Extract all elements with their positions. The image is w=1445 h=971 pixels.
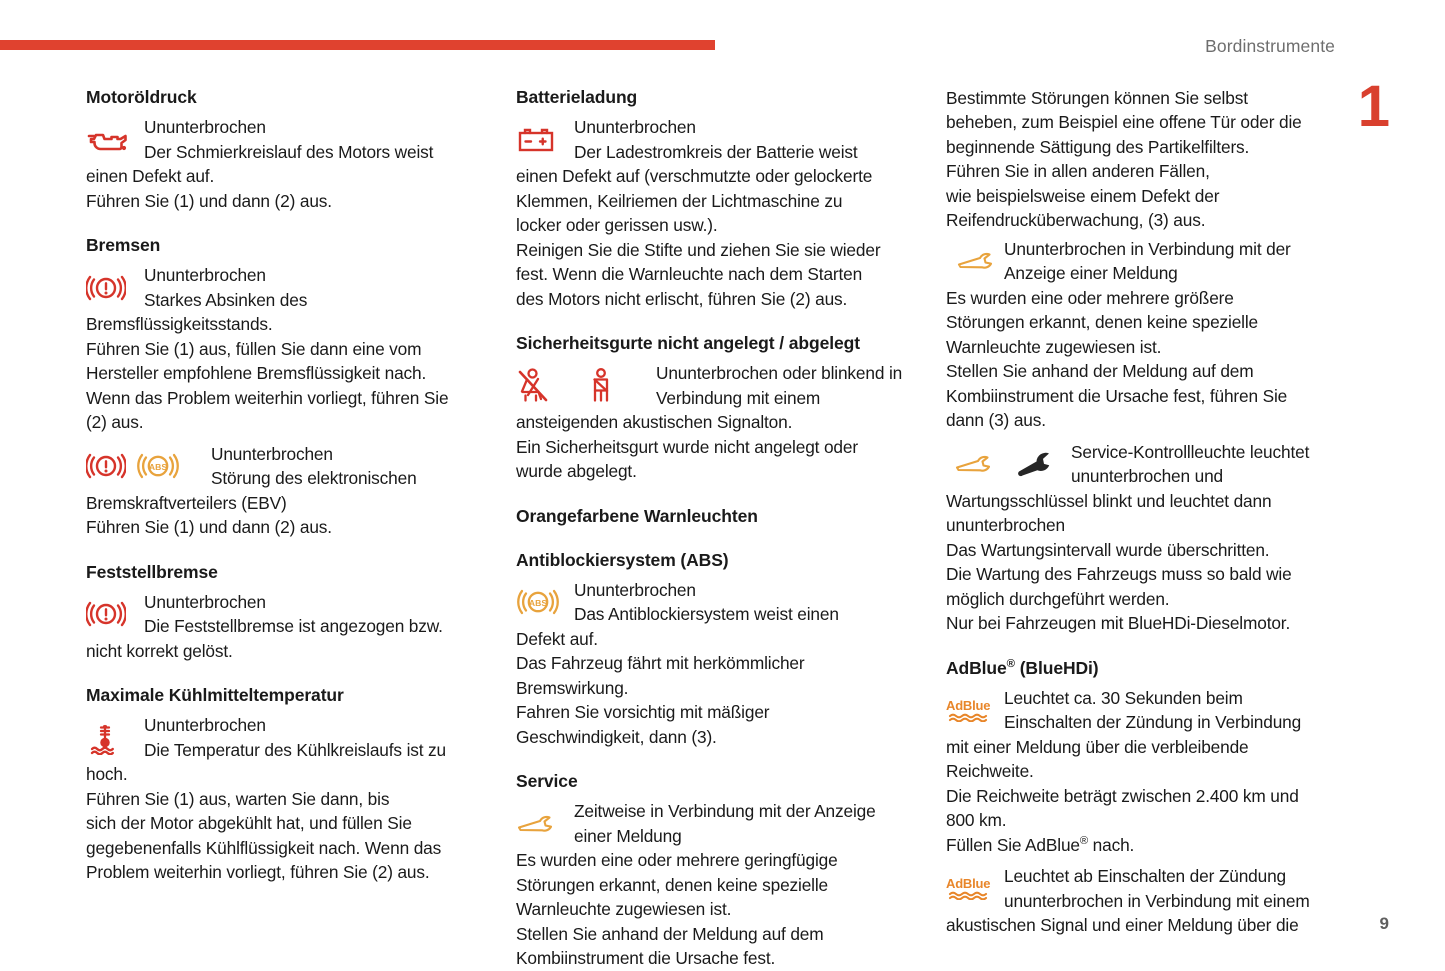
- body-line: Führen Sie in allen anderen Fällen,: [946, 161, 1210, 182]
- column-1: [86, 86, 480, 971]
- lead-line: ununterbrochen und: [1071, 466, 1223, 487]
- body-line: Warnleuchte zugewiesen ist.: [516, 899, 732, 920]
- icon-group: [954, 440, 1072, 489]
- body-line: Hersteller empfohlene Bremsflüssigkeit nach.: [86, 363, 427, 384]
- service-wrench-orange-icon: [516, 813, 562, 835]
- body-line: Führen Sie (1) und dann (2) aus.: [86, 190, 332, 211]
- warning-entry-seatbelt: [516, 361, 910, 484]
- lead-line: Leuchtet ab Einschalten der Zündung: [1004, 866, 1287, 887]
- lead-line: Ununterbrochen: [144, 117, 266, 138]
- warning-entry-battery-charge: [516, 115, 910, 311]
- body-line: Warnleuchte zugewiesen ist.: [946, 336, 1162, 357]
- warning-entry-abs: [516, 578, 910, 750]
- seatbelt-unfastened-icon: [516, 368, 550, 404]
- body-line: Kombiinstrument die Ursache fest.: [516, 948, 776, 969]
- chapter-number-tab: 1: [1357, 74, 1390, 139]
- icon-group: [516, 799, 574, 848]
- body-line: einen Defekt auf (verschmutzte oder gelockerte: [516, 166, 873, 187]
- icon-group: [86, 713, 144, 762]
- page-header-title: Bordinstrumente: [1205, 36, 1335, 56]
- entry-lead-text: [516, 799, 910, 971]
- body-line: möglich durchgeführt werden.: [946, 588, 1170, 609]
- lead-line: Anzeige einer Meldung: [1004, 263, 1178, 284]
- maintenance-wrench-dark-icon: [1016, 450, 1056, 478]
- section-heading-motoroeldruck: Motoröldruck: [86, 87, 197, 107]
- warning-entry-coolant-temperature: [86, 713, 480, 885]
- warning-entry-parking-brake: [86, 590, 480, 664]
- warning-entry-adblue-empty: [946, 864, 1340, 938]
- adblue-label: AdBlue: [946, 876, 991, 892]
- lead-line: Ununterbrochen: [574, 117, 696, 138]
- icon-group: [516, 578, 574, 627]
- warning-entry-adblue-range: [946, 686, 1340, 858]
- lead-line: einer Meldung: [574, 825, 682, 846]
- body-line: Es wurden eine oder mehrere geringfügige: [516, 850, 838, 871]
- entry-lead-text: [86, 115, 480, 213]
- section-heading-abs: Antiblockiersystem (ABS): [516, 549, 729, 570]
- body-line: gegebenenfalls Kühlflüssigkeit nach. Wenn das: [86, 837, 442, 858]
- page-columns: [86, 86, 1376, 971]
- body-line: Führen Sie (1) aus, warten Sie dann, bis: [86, 788, 390, 809]
- lead-line: Das Antiblockiersystem weist einen: [574, 604, 839, 625]
- lead-line: Die Feststellbremse ist angezogen bzw.: [144, 616, 443, 637]
- lead-line: Verbindung mit einem: [656, 387, 821, 408]
- entry-lead-text: [516, 578, 910, 750]
- body-line: mit einer Meldung über die verbleibende: [946, 736, 1249, 757]
- body-line: wie beispielsweise einem Defekt der: [946, 185, 1220, 206]
- body-line: Wenn das Problem weiterhin vorliegt, führen Sie: [86, 387, 449, 408]
- refill-text-after: nach.: [1088, 834, 1135, 855]
- icon-group: [516, 361, 644, 410]
- section-heading-feststellbremse: Feststellbremse: [86, 561, 218, 582]
- column-2: [516, 86, 910, 971]
- section-heading-service: Service: [516, 771, 578, 792]
- heading-text-before: AdBlue: [946, 657, 1007, 678]
- warning-entry-service-major: [946, 237, 1340, 433]
- body-line: Bremswirkung.: [516, 677, 629, 698]
- abs-icon: [516, 587, 560, 617]
- body-line: wurde abgelegt.: [516, 461, 637, 482]
- body-line: Führen Sie (1) und dann (2) aus.: [86, 517, 332, 538]
- body-line: Führen Sie (1) aus, füllen Sie dann eine vom: [86, 338, 422, 359]
- body-line: Bestimmte Störungen können Sie selbst: [946, 88, 1248, 108]
- icon-group: [86, 590, 144, 639]
- body-line: dann (3) aus.: [946, 410, 1046, 431]
- body-line: Bremskraftverteilers (EBV): [86, 492, 287, 513]
- lead-line: Starkes Absinken des: [144, 289, 308, 310]
- service-wrench-orange-icon: [954, 453, 1000, 475]
- page-number: 9: [1379, 914, 1389, 933]
- intro-paragraph: [946, 86, 1340, 233]
- body-line: fest. Wenn die Warnleuchte nach dem Starten: [516, 264, 863, 285]
- icon-group: [86, 115, 144, 164]
- warning-entry-oil-pressure: [86, 115, 480, 213]
- body-line: locker oder gerissen usw.).: [516, 215, 718, 236]
- lead-line: Leuchtet ca. 30 Sekunden beim: [1004, 687, 1243, 708]
- body-line: Die Wartung des Fahrzeugs muss so bald wie: [946, 564, 1292, 585]
- lead-line: Ununterbrochen: [144, 591, 266, 612]
- lead-line: Der Schmierkreislauf des Motors weist: [144, 141, 434, 162]
- body-line: Reichweite.: [946, 761, 1034, 782]
- registered-mark: ®: [1006, 657, 1015, 670]
- brake-warning-icon: [86, 451, 126, 481]
- icon-group: [946, 686, 1004, 735]
- body-line: Stellen Sie anhand der Meldung auf dem: [516, 923, 824, 944]
- body-line: Bremsflüssigkeitsstands.: [86, 314, 273, 335]
- body-line: Wartungsschlüssel blinkt und leuchtet dann: [946, 490, 1272, 511]
- entry-lead-text: [86, 263, 480, 435]
- body-line: Es wurden eine oder mehrere größere: [946, 287, 1234, 308]
- lead-line: Ununterbrochen: [144, 715, 266, 736]
- body-line: nicht korrekt gelöst.: [86, 640, 233, 661]
- warning-entry-brake-fluid: [86, 263, 480, 435]
- battery-charge-icon: [516, 126, 556, 154]
- body-line: Reinigen Sie die Stifte und ziehen Sie sie wieder: [516, 239, 881, 260]
- lead-line: Der Ladestromkreis der Batterie weist: [574, 141, 858, 162]
- section-heading-batterieladung: Batterieladung: [516, 87, 638, 107]
- lead-line: Ununterbrochen: [574, 579, 696, 600]
- abs-icon: [136, 451, 180, 481]
- lead-line: Ununterbrochen in Verbindung mit der: [1004, 238, 1291, 259]
- entry-lead-text: [516, 115, 910, 311]
- entry-lead-text: [946, 686, 1340, 858]
- icon-group: [956, 237, 1014, 286]
- body-line: beheben, zum Beispiel eine offene Tür oder die: [946, 112, 1302, 133]
- body-line: Problem weiterhin vorliegt, führen Sie (2) aus.: [86, 862, 430, 883]
- lead-line: Einschalten der Zündung in Verbindung: [1004, 712, 1302, 733]
- body-line: Stellen Sie anhand der Meldung auf dem: [946, 361, 1254, 382]
- icon-group: [86, 263, 144, 312]
- body-line: hoch.: [86, 764, 128, 785]
- icon-group: [946, 864, 1004, 913]
- body-line: Kombiinstrument die Ursache fest, führen Sie: [946, 385, 1288, 406]
- body-line: ununterbrochen: [946, 515, 1065, 536]
- lead-line: Störung des elektronischen: [211, 468, 417, 489]
- body-line: beginnende Sättigung des Partikelfilters.: [946, 136, 1250, 157]
- lead-line: Ununterbrochen: [211, 443, 333, 464]
- lead-line: Die Temperatur des Kühlkreislaufs ist zu: [144, 739, 446, 760]
- body-line: 800 km.: [946, 810, 1007, 831]
- lead-line: Ununterbrochen oder blinkend in: [656, 363, 903, 384]
- adblue-icon: [946, 877, 990, 900]
- icon-group: [86, 442, 204, 491]
- svg-text:ABS: ABS: [148, 462, 168, 473]
- seatbelt-front-icon: [586, 368, 616, 404]
- body-line: Reifendrucküberwachung, (3) aus.: [946, 210, 1206, 231]
- body-line: Störungen erkannt, denen keine spezielle: [516, 874, 829, 895]
- icon-group: [516, 115, 574, 164]
- adblue-icon: [946, 699, 990, 722]
- lead-line: Service-Kontrollleuchte leuchtet: [1071, 441, 1310, 462]
- service-wrench-orange-icon: [956, 250, 1002, 272]
- oil-can-icon: [86, 126, 128, 154]
- body-line-refill: [946, 833, 1340, 858]
- section-heading-sicherheitsgurte: Sicherheitsgurte nicht angelegt / abgelegt: [516, 333, 860, 354]
- column-3: [946, 86, 1340, 971]
- entry-lead-text: [86, 590, 480, 664]
- svg-text:ABS: ABS: [528, 598, 548, 609]
- body-line: des Motors nicht erlischt, führen Sie (2) aus.: [516, 288, 848, 309]
- body-line: Defekt auf.: [516, 628, 598, 649]
- body-line: Klemmen, Keilriemen der Lichtmaschine zu: [516, 190, 843, 211]
- body-line: Geschwindigkeit, dann (3).: [516, 726, 717, 747]
- body-line: sich der Motor abgekühlt hat, und füllen Sie: [86, 813, 412, 834]
- section-heading-kuehlmitteltemperatur: Maximale Kühlmitteltemperatur: [86, 685, 344, 706]
- entry-lead-text: [86, 713, 480, 885]
- coolant-temperature-icon: [86, 721, 124, 755]
- brake-warning-icon: [86, 273, 126, 303]
- body-line: Das Wartungsintervall wurde überschritten.: [946, 539, 1270, 560]
- section-heading-bremsen: Bremsen: [86, 235, 161, 256]
- body-line: einen Defekt auf.: [86, 166, 215, 187]
- body-line: Ein Sicherheitsgurt wurde nicht angelegt oder: [516, 436, 858, 457]
- warning-entry-ebv: [86, 442, 480, 540]
- body-line: ansteigenden akustischen Signalton.: [516, 412, 793, 433]
- lead-line: ununterbrochen in Verbindung mit einem: [1004, 890, 1310, 911]
- lead-line: Zeitweise in Verbindung mit der Anzeige: [574, 801, 876, 822]
- lead-line: Ununterbrochen: [144, 265, 266, 286]
- section-heading-orangefarbene-warnleuchten: Orangefarbene Warnleuchten: [516, 505, 758, 526]
- body-line: Fahren Sie vorsichtig mit mäßiger: [516, 702, 770, 723]
- body-line: akustischen Signal und einer Meldung über die: [946, 915, 1299, 936]
- registered-mark: ®: [1079, 835, 1089, 848]
- body-line: Das Fahrzeug fährt mit herkömmlicher: [516, 653, 805, 674]
- section-heading-adblue: [946, 657, 1340, 680]
- body-line: (2) aus.: [86, 412, 144, 433]
- brake-warning-icon: [86, 599, 126, 629]
- header-accent-bar: [0, 40, 715, 50]
- warning-entry-service: [516, 799, 910, 971]
- refill-text-before: Füllen Sie AdBlue: [946, 834, 1080, 855]
- adblue-label: AdBlue: [946, 697, 991, 713]
- entry-lead-text: [946, 864, 1340, 938]
- body-line: Störungen erkannt, denen keine spezielle: [946, 312, 1259, 333]
- warning-entry-maintenance-interval: [946, 440, 1340, 636]
- heading-text-after: (BlueHDi): [1014, 657, 1099, 678]
- body-line: Die Reichweite beträgt zwischen 2.400 km und: [946, 785, 1299, 806]
- body-line: Nur bei Fahrzeugen mit BlueHDi-Dieselmotor.: [946, 613, 1291, 634]
